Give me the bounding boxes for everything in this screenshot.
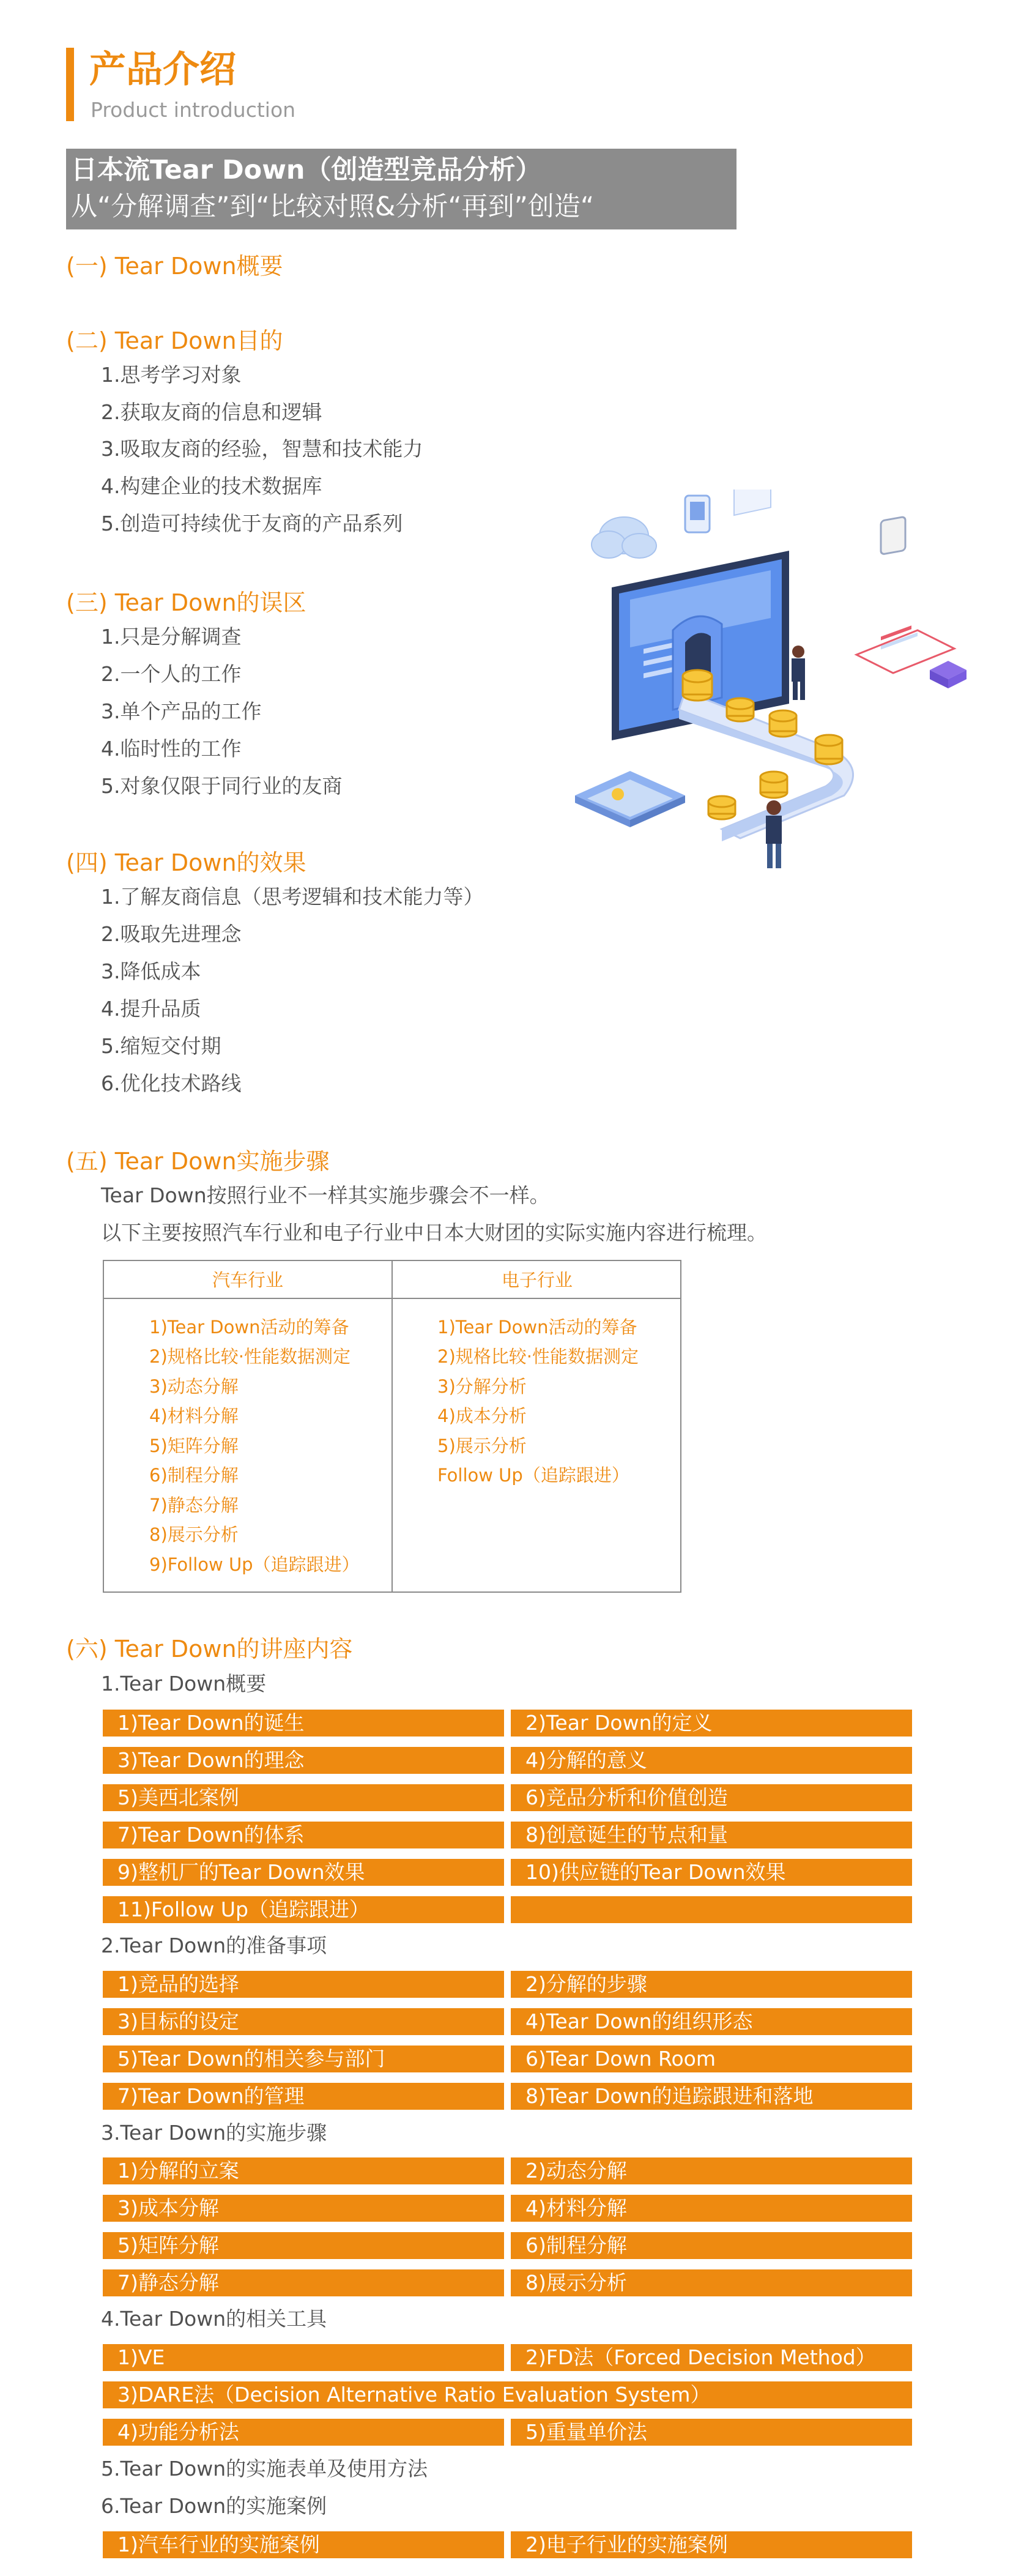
page-subtitle: Product introduction (91, 98, 296, 122)
lecture-topic-bar: 5)美西北案例 (103, 1784, 504, 1811)
banner-line-2: 从“分解调查”到“比较对照&分析“再到”创造“ (71, 192, 595, 222)
lecture-topic-bar: 2)分解的步骤 (511, 1971, 912, 1998)
intro-banner (66, 149, 736, 229)
lecture-topic-bar: 7)Tear Down的体系 (103, 1822, 504, 1848)
steps-intro-line-1: Tear Down按照行业不一样其实施步骤会不一样。 (101, 1183, 550, 1207)
table-cell-auto: 2)规格比较·性能数据测定 (149, 1346, 351, 1367)
table-header-auto: 汽车行业 (104, 1261, 391, 1299)
list-item: 6.优化技术路线 (101, 1071, 242, 1095)
banner-line-1: 日本流Tear Down（创造型竞品分析） (71, 155, 542, 185)
lecture-topic-bar-empty (511, 1896, 912, 1923)
list-item: 4.提升品质 (101, 997, 201, 1021)
lecture-topic-bar: 1)Tear Down的诞生 (103, 1710, 504, 1737)
lecture-topic-bar: 8)展示分析 (511, 2269, 912, 2296)
lecture-topic-bar: 5)矩阵分解 (103, 2232, 504, 2259)
list-item: 1.了解友商信息（思考逻辑和技术能力等） (101, 885, 484, 909)
lecture-group-title: 1.Tear Down概要 (101, 1672, 267, 1696)
section-title-overview: (一) Tear Down概要 (66, 253, 283, 280)
steps-table (103, 1260, 681, 1593)
table-cell-electronics: 5)展示分析 (437, 1435, 527, 1456)
lecture-topic-bar: 1)VE (103, 2344, 504, 2371)
lecture-topic-bar: 6)竞品分析和价值创造 (511, 1784, 912, 1811)
lecture-topic-bar: 6)制程分解 (511, 2232, 912, 2259)
section-title-misconceptions: (三) Tear Down的误区 (66, 589, 306, 616)
list-item: 4.临时性的工作 (101, 737, 242, 761)
lecture-topic-bar: 7)Tear Down的管理 (103, 2083, 504, 2110)
lecture-group-title: 5.Tear Down的实施表单及使用方法 (101, 2457, 428, 2481)
list-item: 5.缩短交付期 (101, 1034, 221, 1058)
list-item: 2.获取友商的信息和逻辑 (101, 400, 322, 424)
title-accent-bar (66, 48, 74, 121)
list-item: 3.吸取友商的经验，智慧和技术能力 (101, 437, 423, 461)
table-cell-auto: 5)矩阵分解 (149, 1435, 239, 1456)
lecture-topic-bar: 8)创意诞生的节点和量 (511, 1822, 912, 1848)
lecture-topic-bar: 4)分解的意义 (511, 1747, 912, 1774)
table-cell-electronics: 1)Tear Down活动的筹备 (437, 1317, 637, 1338)
lecture-group-title: 4.Tear Down的相关工具 (101, 2307, 327, 2331)
lecture-topic-bar: 8)Tear Down的追踪跟进和落地 (511, 2083, 912, 2110)
lecture-topic-bar: 4)功能分析法 (103, 2419, 504, 2446)
list-item: 4.构建企业的技术数据库 (101, 474, 322, 498)
table-cell-auto: 4)材料分解 (149, 1405, 239, 1426)
table-cell-auto: 6)制程分解 (149, 1465, 239, 1486)
lecture-topic-bar: 3)目标的设定 (103, 2008, 504, 2035)
lecture-topic-bar: 5)重量单价法 (511, 2419, 912, 2446)
list-item: 3.单个产品的工作 (101, 699, 262, 723)
lecture-topic-bar: 1)竞品的选择 (103, 1971, 504, 1998)
list-item: 1.只是分解调查 (101, 625, 242, 649)
lecture-topic-bar: 2)FD法（Forced Decision Method） (511, 2344, 912, 2371)
table-cell-auto: 3)动态分解 (149, 1376, 239, 1397)
lecture-topic-bar: 4)Tear Down的组织形态 (511, 2008, 912, 2035)
table-cell-auto: 7)静态分解 (149, 1495, 239, 1516)
table-cell-auto: 8)展示分析 (149, 1524, 239, 1545)
lecture-topic-bar: 3)成本分解 (103, 2195, 504, 2222)
table-cell-electronics: 2)规格比较·性能数据测定 (437, 1346, 639, 1367)
section-title-effects: (四) Tear Down的效果 (66, 849, 306, 876)
list-item: 1.思考学习对象 (101, 363, 242, 387)
table-header-electronics: 电子行业 (393, 1261, 681, 1299)
lecture-topic-bar: 7)静态分解 (103, 2269, 504, 2296)
lecture-topic-bar: 10)供应链的Tear Down效果 (511, 1859, 912, 1886)
lecture-group-title: 3.Tear Down的实施步骤 (101, 2121, 327, 2145)
lecture-topic-bar: 1)汽车行业的实施案例 (103, 2531, 504, 2558)
list-item: 5.对象仅限于同行业的友商 (101, 774, 343, 798)
lecture-topic-bar: 5)Tear Down的相关参与部门 (103, 2046, 504, 2072)
lecture-topic-bar: 2)电子行业的实施案例 (511, 2531, 912, 2558)
lecture-topic-bar: 3)Tear Down的理念 (103, 1747, 504, 1774)
table-cell-electronics: 4)成本分析 (437, 1405, 527, 1426)
list-item: 3.降低成本 (101, 959, 201, 983)
table-cell-auto: 9)Follow Up（追踪跟进） (149, 1554, 360, 1575)
table-column-divider (391, 1261, 393, 1591)
lecture-topic-bar: 11)Follow Up（追踪跟进） (103, 1896, 504, 1923)
table-cell-auto: 1)Tear Down活动的筹备 (149, 1317, 349, 1338)
lecture-topic-bar: 4)材料分解 (511, 2195, 912, 2222)
list-item: 2.吸取先进理念 (101, 922, 242, 946)
page-title: 产品介绍 (89, 48, 236, 91)
table-cell-electronics: Follow Up（追踪跟进） (437, 1465, 629, 1486)
lecture-topic-bar: 9)整机厂的Tear Down效果 (103, 1859, 504, 1886)
list-item: 2.一个人的工作 (101, 662, 242, 686)
section-title-lecture: (六) Tear Down的讲座内容 (66, 1636, 353, 1662)
lecture-topic-bar-wide: 3)DARE法（Decision Alternative Ratio Evaluation System） (103, 2381, 912, 2408)
lecture-topic-bar: 6)Tear Down Room (511, 2046, 912, 2072)
steps-intro-line-2: 以下主要按照汽车行业和电子行业中日本大财团的实际实施内容进行梳理。 (101, 1221, 767, 1245)
lecture-group-title: 6.Tear Down的实施案例 (101, 2494, 327, 2518)
lecture-group-title: 2.Tear Down的准备事项 (101, 1934, 327, 1957)
table-cell-electronics: 3)分解分析 (437, 1376, 527, 1397)
section-title-purpose: (二) Tear Down目的 (66, 327, 283, 354)
lecture-topic-bar: 2)Tear Down的定义 (511, 1710, 912, 1737)
list-item: 5.创造可持续优于友商的产品系列 (101, 512, 403, 535)
lecture-topic-bar: 1)分解的立案 (103, 2157, 504, 2184)
section-title-steps: (五) Tear Down实施步骤 (66, 1148, 330, 1175)
factory-conveyor-illustration-icon (538, 490, 985, 906)
lecture-topic-bar: 2)动态分解 (511, 2157, 912, 2184)
